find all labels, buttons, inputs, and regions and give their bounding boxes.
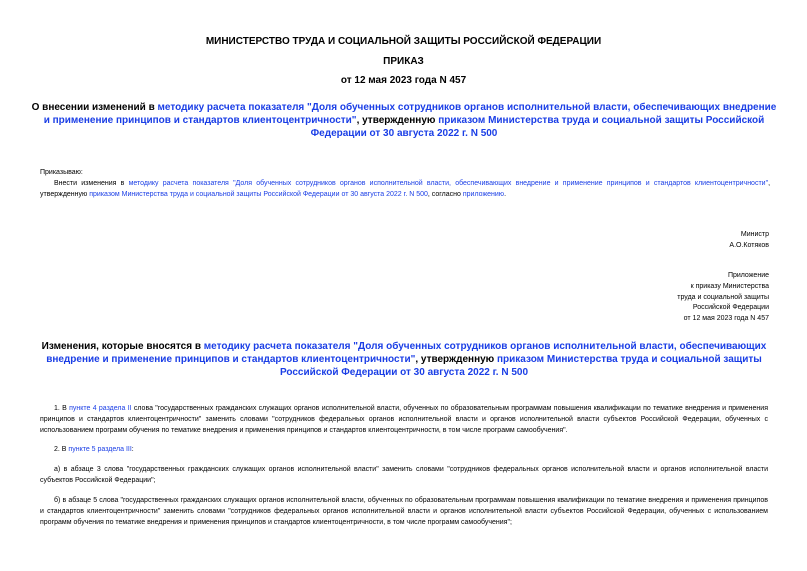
item-2-text-1: 2. В (54, 446, 69, 453)
appendix-line-2: к приказу Министерства (690, 283, 769, 290)
order-text-2: , утвержденную (40, 180, 771, 198)
title-text-2: , утвержденную (356, 115, 439, 126)
ministry-heading: МИНИСТЕРСТВО ТРУДА И СОЦИАЛЬНОЙ ЗАЩИТЫ РОССИЙСКОЙ ФЕДЕРАЦИИ (205, 36, 602, 47)
item-1 (40, 403, 768, 436)
order-paragraph (40, 178, 770, 200)
item-1-text-1: 1. В (54, 405, 70, 412)
appendix-link[interactable]: приложению (462, 191, 505, 198)
item-2a: а) в абзаце 3 слова "государственных гражданских служащих органов исполнительной власти" заменить словами "сотрудников федеральных органов исполнительной власти и органов исполнительной власти субъектов Российской Федерации"; (40, 466, 768, 484)
doc-type-heading: ПРИКАЗ (383, 56, 424, 67)
appendix-line-1: Приложение (727, 272, 769, 279)
item-2-link[interactable]: пункте 5 раздела III (68, 446, 132, 453)
item-2 (54, 444, 134, 455)
changes-text-2: , утвержденную (415, 354, 497, 365)
title-text-1: О внесении изменений в (31, 102, 158, 113)
signature-position: Министр (740, 231, 769, 238)
order-methodology-link[interactable]: методику расчета показателя "Доля обученных сотрудников органов исполнительной власти, обеспечивающих внедрение и применение принципов и стандартов клиентоцентричности" (128, 180, 769, 187)
changes-text-1: Изменения, которые вносятся в (41, 341, 204, 352)
order-prikazyvayu: Приказываю: (40, 169, 83, 176)
doc-date-heading: от 12 мая 2023 года N 457 (340, 75, 467, 86)
document-title (28, 101, 780, 140)
order-500-link[interactable]: приказом Министерства труда и социальной защиты Российской Федерации от 30 августа 2022 г. N 500 (310, 115, 765, 139)
changes-methodology-link[interactable]: методику расчета показателя "Доля обученных сотрудников органов исполнительной власти, обеспечивающих внедрение и применение принципов и стандартов клиентоцентричности" (46, 341, 767, 365)
item-2-text-2: : (131, 446, 134, 453)
item-2b: б) в абзаце 5 слова "государственных гражданских служащих органов исполнительной власти, обученных по образовательным программам повышения квалификации по тематике внедрения и применения принципов и стандартов клиентоцентричности" заменить словами "сотрудников федеральных органов исполнительной власти и органов исполнительной власти субъектов Российской Федерации, обученных с использованием программ обучения по тематике внедрения и применения принципов и стандартов клиентоцентричности, в том числе программ самообучения"; (40, 497, 768, 526)
appendix-line-4: Российской Федерации (692, 304, 769, 311)
order-text-3: , согласно (427, 191, 463, 198)
item-1-text-2: слова "государственных гражданских служащих органов исполнительной власти, обученных по образовательным программам повышения квалификации по тематике внедрения и применения принципов и стандартов клиентоцентричности" заменить словами "сотрудников федеральных органов исполнительной власти и органов исполнительной власти субъектов Российской Федерации, обученных с использованием программ обучения по тематике внедрения и применения принципов и стандартов клиентоцентричности, в том числе программ самообучения". (40, 405, 768, 434)
changes-title (28, 340, 780, 379)
methodology-link[interactable]: методику расчета показателя "Доля обученных сотрудников органов исполнительной власти, обеспечивающих внедрение и применение принципов и стандартов клиентоцентричности" (43, 102, 777, 126)
changes-order-500-link[interactable]: приказом Министерства труда и социальной защиты Российской Федерации от 30 августа 2022 г. N 500 (279, 354, 762, 378)
order-500-link-2[interactable]: приказом Министерства труда и социальной защиты Российской Федерации от 30 августа 2022 г. N 500 (89, 191, 428, 198)
appendix-line-5: от 12 мая 2023 года N 457 (683, 315, 769, 322)
order-text-4: . (504, 191, 507, 198)
item-1-link[interactable]: пункте 4 раздела II (69, 405, 132, 412)
order-text-1: Внести изменения в (54, 180, 129, 187)
signature-name: А.О.Котяков (729, 242, 769, 249)
appendix-line-3: труда и социальной защиты (677, 294, 769, 301)
